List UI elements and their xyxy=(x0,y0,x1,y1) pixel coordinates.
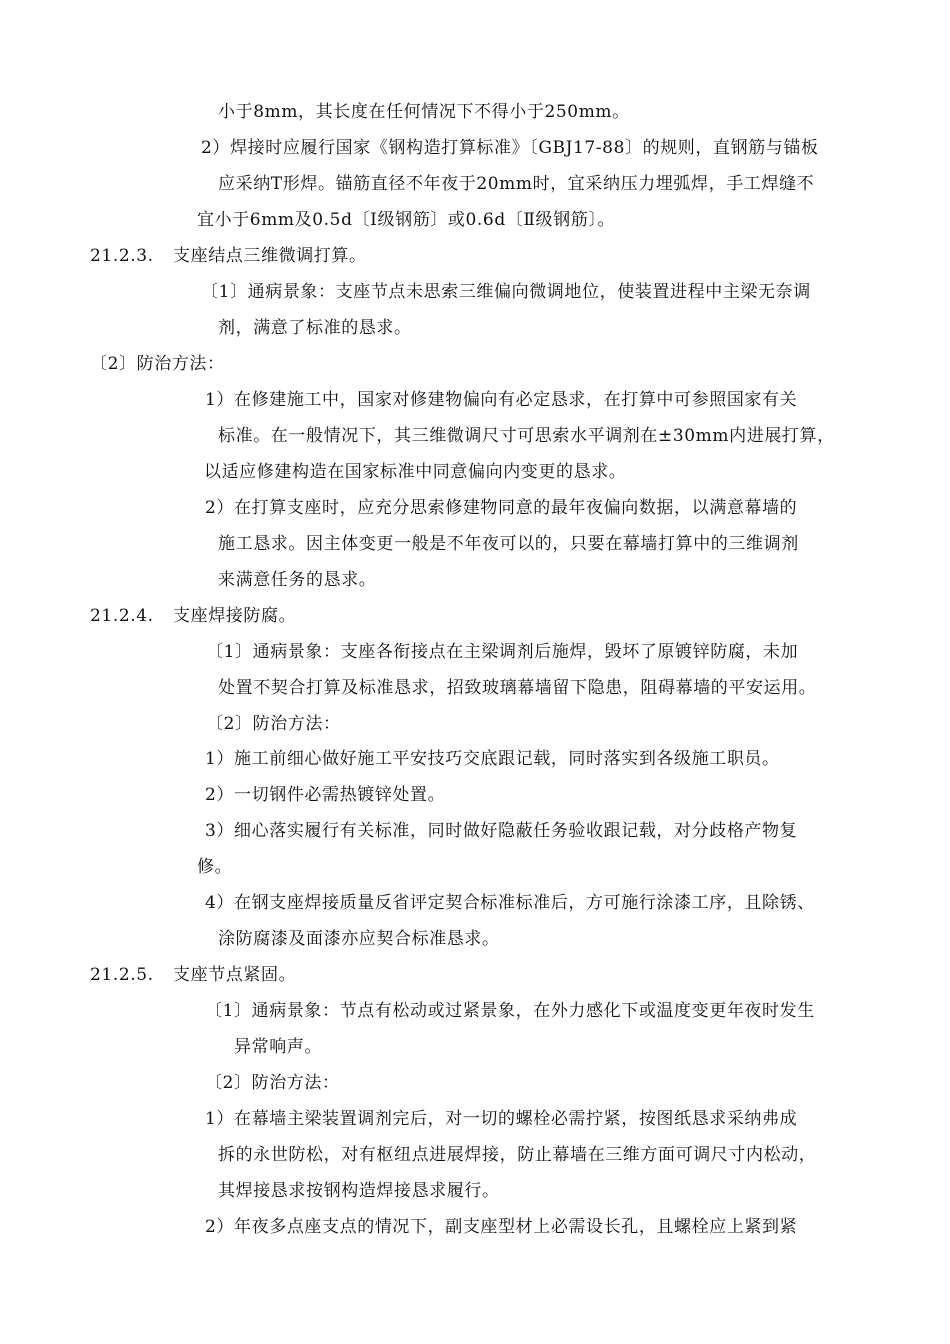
list-item: 3）细心落实履行有关标准，同时做好隐蔽任务验收跟记载，对分歧格产物复 xyxy=(205,821,798,841)
paragraph-line: 以适应修建构造在国家标准中同意偏向内变更的恳求。 xyxy=(204,462,627,482)
paragraph-line: 小于8mm，其长度在任何情况下不得小于250mm。 xyxy=(218,102,630,122)
list-item: 〔1〕通病景象：节点有松动或过紧景象，在外力感化下或温度变更年夜时发生 xyxy=(205,1001,815,1021)
paragraph-line: 施工恳求。因主体变更一般是不年夜可以的，只要在幕墙打算中的三维调剂 xyxy=(218,534,799,554)
list-item: 2）年夜多点座支点的情况下，副支座型材上必需设长孔，且螺栓应上紧到紧 xyxy=(205,1217,798,1237)
paragraph-line: 剂，满意了标准的恳求。 xyxy=(218,318,412,338)
list-item: 2）一切钢件必需热镀锌处置。 xyxy=(205,785,446,805)
section-title: 支座节点紧固。 xyxy=(173,965,297,985)
paragraph-line: 来满意任务的恳求。 xyxy=(218,570,377,590)
section-number: 21.2.5. xyxy=(90,965,154,985)
section-number: 21.2.3. xyxy=(90,246,154,266)
paragraph-line: 涂防腐漆及面漆亦应契合标准恳求。 xyxy=(218,929,500,949)
subheading: 〔2〕防治方法： xyxy=(90,354,225,374)
list-item: 4）在钢支座焊接质量反省评定契合标准标准后，方可施行涂漆工序，且除锈、 xyxy=(205,893,815,913)
paragraph-line: 应采纳T形焊。锚筋直径不年夜于20mm时，宜采纳压力埋弧焊，手工焊缝不 xyxy=(218,174,815,194)
list-item: 1）施工前细心做好施工平安技巧交底跟记载，同时落实到各级施工职员。 xyxy=(205,749,780,769)
list-item: 〔1〕通病景象：支座各衔接点在主梁调剂后施焊，毁坏了原镀锌防腐，未加 xyxy=(206,642,799,662)
paragraph-line: 标准。在一般情况下，其三维微调尺寸可思索水平调剂在±30mm内进展打算， xyxy=(218,426,835,446)
subheading: 〔2〕防治方法： xyxy=(206,714,341,734)
paragraph-line: 处置不契合打算及标准恳求，招致玻璃幕墙留下隐患，阻碍幕墙的平安运用。 xyxy=(218,678,817,698)
list-item: 2）在打算支座时，应充分思索修建物同意的最年夜偏向数据，以满意幕墙的 xyxy=(205,498,798,518)
paragraph-line: 其焊接恳求按钢构造焊接恳求履行。 xyxy=(218,1181,500,1201)
paragraph-line: 修。 xyxy=(197,857,233,877)
subheading: 〔2〕防治方法： xyxy=(205,1073,340,1093)
section-title: 支座结点三维微调打算。 xyxy=(173,246,367,266)
list-item: 2）焊接时应履行国家《钢构造打算标准》〔GBJ17-88〕的规则，直钢筋与锚板 xyxy=(201,138,819,158)
paragraph-line: 宜小于6mm及0.5d〔Ⅰ级钢筋〕或0.6d〔Ⅱ级钢筋〕。 xyxy=(197,210,616,230)
list-item: 〔1〕通病景象：支座节点未思索三维偏向微调地位，使装置进程中主梁无奈调 xyxy=(201,282,811,302)
list-item: 1）在修建施工中，国家对修建物偏向有必定恳求，在打算中可参照国家有关 xyxy=(205,390,798,410)
section-number: 21.2.4. xyxy=(90,606,154,626)
section-title: 支座焊接防腐。 xyxy=(173,606,297,626)
list-item: 1）在幕墙主梁装置调剂完后，对一切的螺栓必需拧紧，按图纸恳求采纳弗成 xyxy=(205,1109,798,1129)
paragraph-line: 拆的永世防松，对有枢纽点进展焊接，防止幕墙在三维方面可调尺寸内松动， xyxy=(218,1145,817,1165)
paragraph-line: 异常响声。 xyxy=(234,1037,322,1057)
